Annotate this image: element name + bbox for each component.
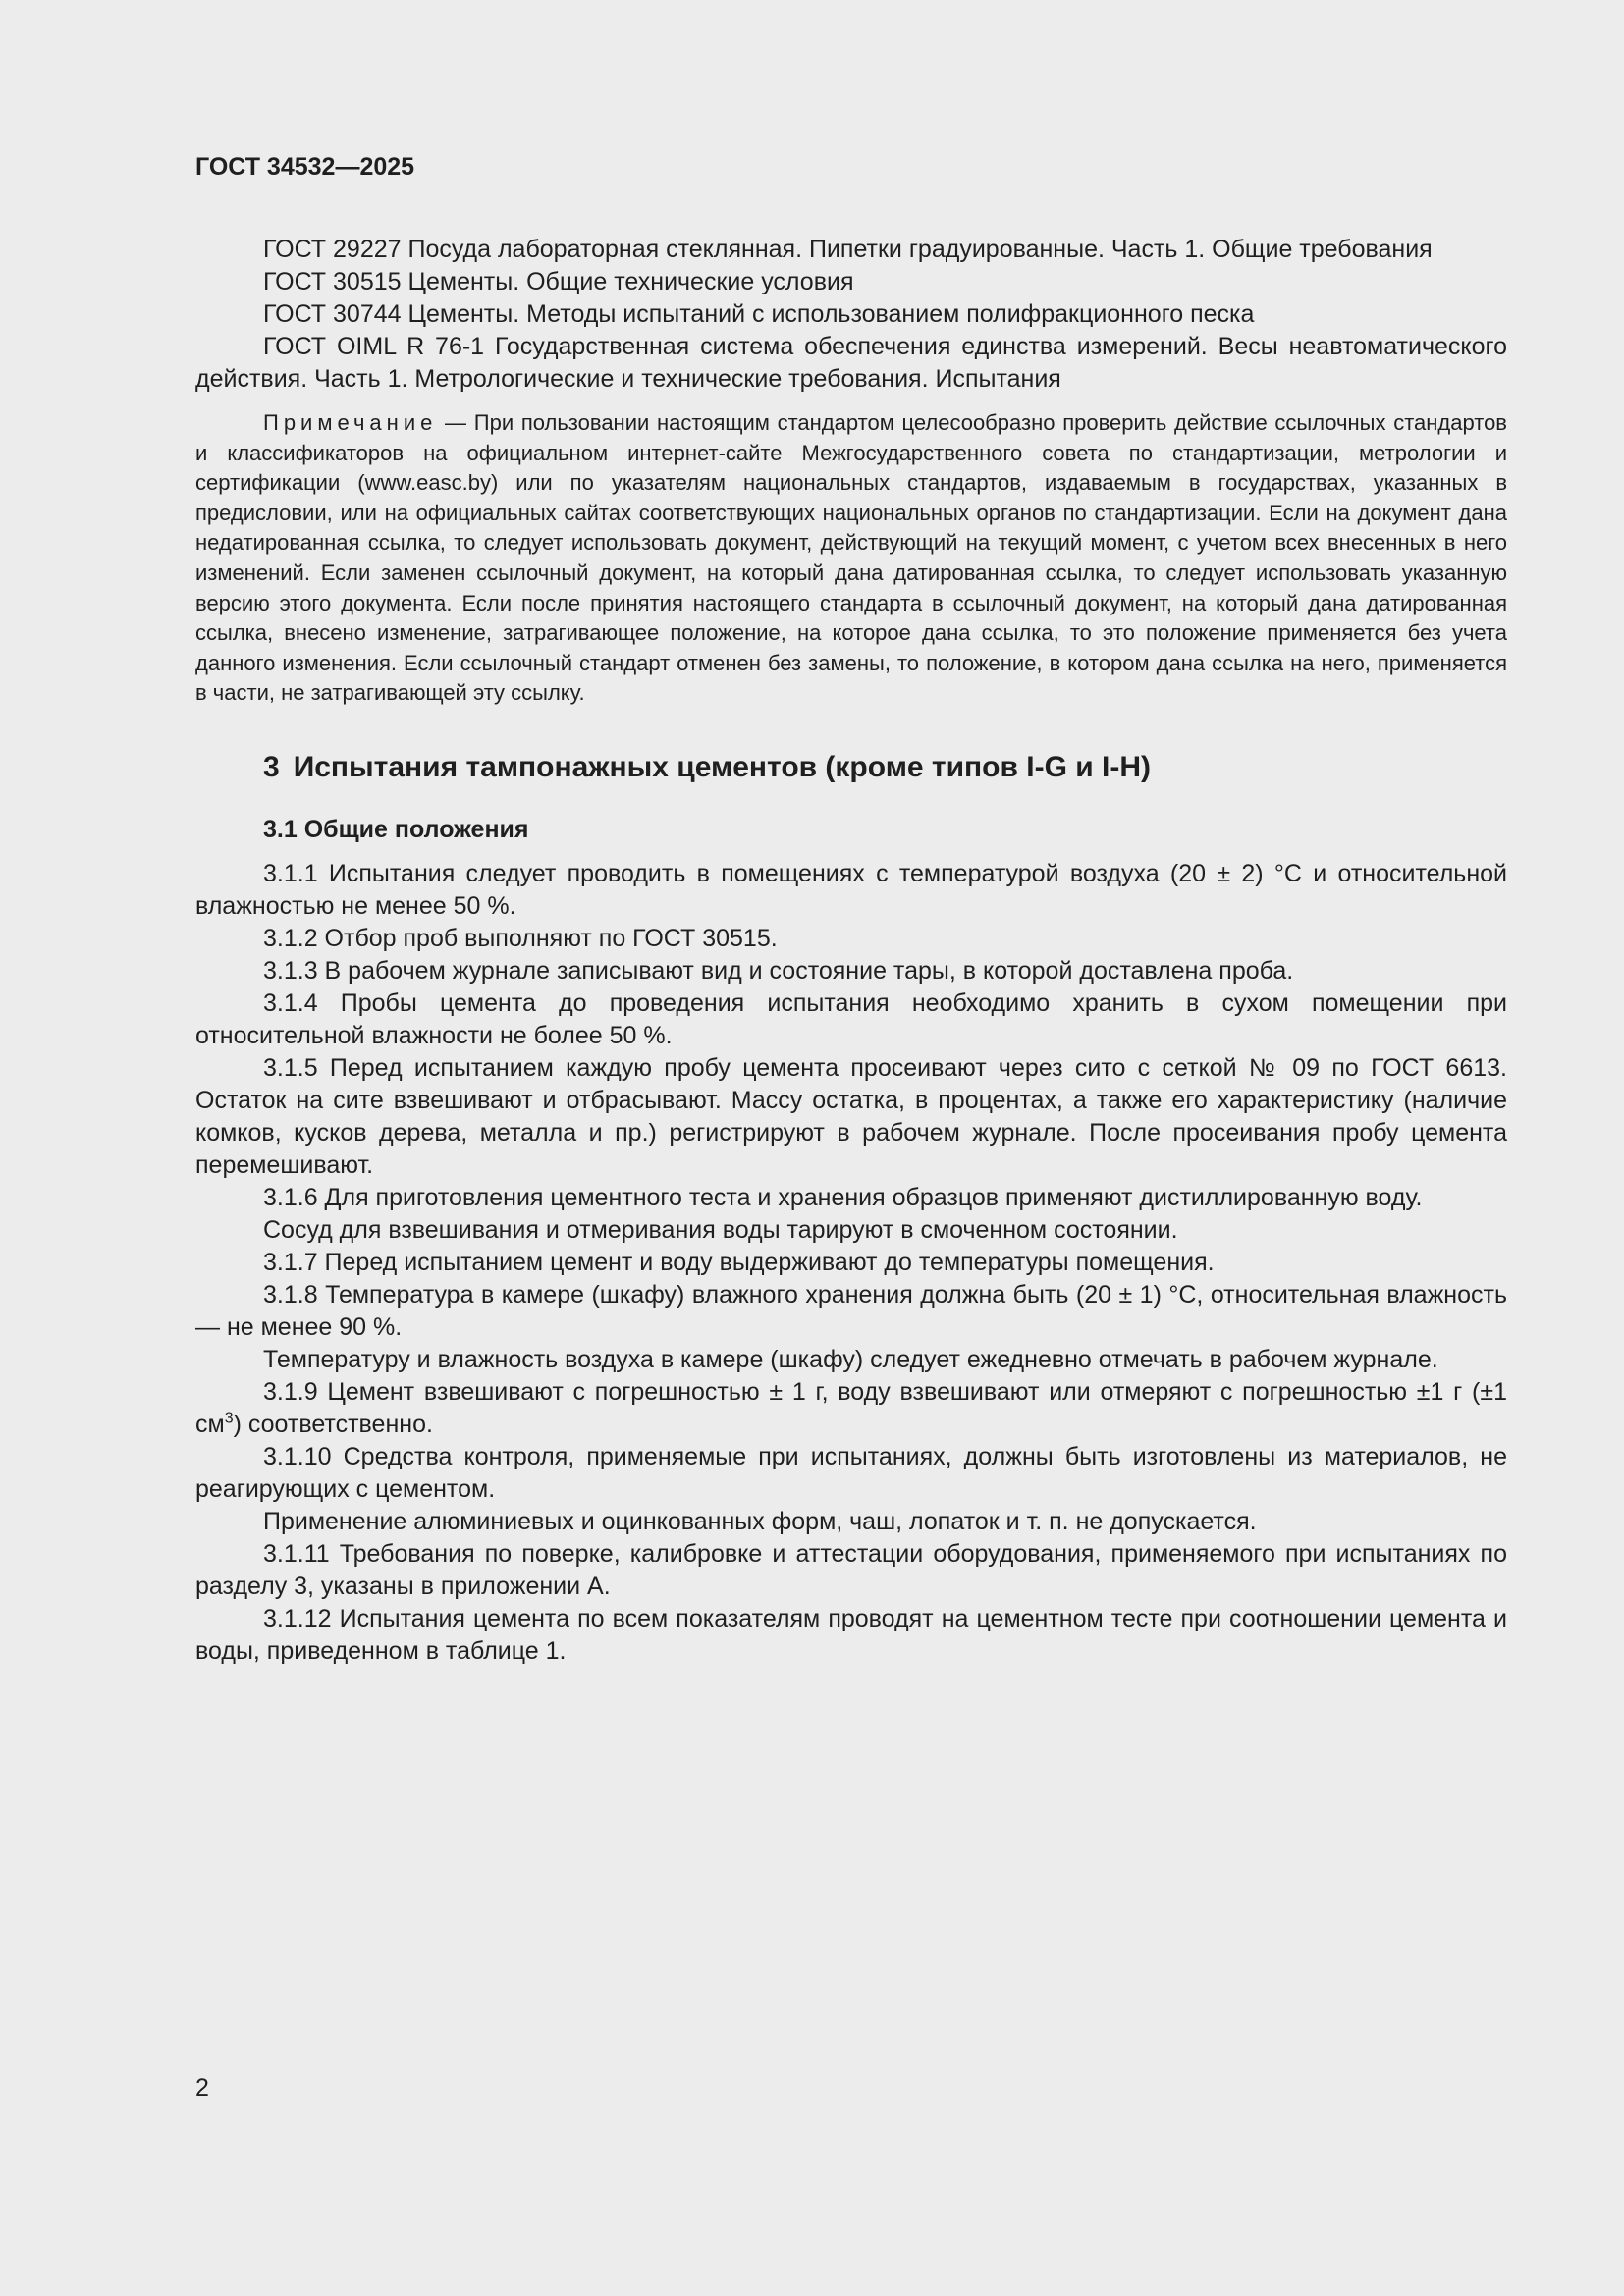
section-title: Испытания тампонажных цементов (кроме типов I-G и I-H) [293,750,1152,783]
note-label: Примечание [263,410,438,435]
references-note [195,408,1507,709]
reference-item: ГОСТ 30515 Цементы. Общие технические условия [263,268,854,295]
clause-paragraph: Температуру и влажность воздуха в камере (шкафу) следует ежедневно отмечать в рабочем журнале. [263,1345,1438,1373]
clause-paragraph: 3.1.5 Перед испытанием каждую пробу цемента просеивают через сито с сеткой № 09 по ГОСТ 6613. Остаток на сите взвешивают и отбрасывают. Массу остатка, в процентах, а также его характеристику (наличие комков, кусков дерева, металла и пр.) регистрируют в рабочем журнале. После просеивания пробу цемента перемешивают. [195,1053,1507,1179]
reference-item: ГОСТ 29227 Посуда лабораторная стеклянная. Пипетки градуированные. Часть 1. Общие требования [263,236,1433,263]
clause-paragraph: 3.1.6 Для приготовления цементного теста и хранения образцов применяют дистиллированную воду. [263,1183,1423,1211]
section-number: 3 [263,750,280,783]
clause-paragraph: Применение алюминиевых и оцинкованных форм, чаш, лопаток и т. п. не допускается. [263,1507,1257,1535]
subsection-heading: 3.1 Общие положения [263,815,529,843]
clause-paragraph: Сосуд для взвешивания и отмеривания воды тарируют в смоченном состоянии. [263,1215,1178,1244]
clause-paragraph [195,1376,1507,1441]
reference-item: ГОСТ 30744 Цементы. Методы испытаний с использованием полифракционного песка [263,300,1255,328]
clause-paragraph: 3.1.1 Испытания следует проводить в помещениях с температурой воздуха (20 ± 2) °С и относительной влажностью не менее 50 %. [195,859,1507,920]
superscript-exponent: 3 [224,1410,234,1427]
clause-text: ) соответственно. [233,1410,433,1438]
clause-paragraph: 3.1.7 Перед испытанием цемент и воду выдерживают до температуры помещения. [263,1248,1215,1276]
section-body [195,858,1507,1668]
clause-paragraph: 3.1.2 Отбор проб выполняют по ГОСТ 30515. [263,924,778,952]
page-number: 2 [195,2074,209,2102]
clause-paragraph: 3.1.10 Средства контроля, применяемые при испытаниях, должны быть изготовлены из материалов, не реагирующих с цементом. [195,1442,1507,1503]
normative-references-list [195,234,1507,396]
note-text: — При пользовании настоящим стандартом целесообразно проверить действие ссылочных стандартов и классификаторов на официальном интернет-сайте Межгосударственного совета по стандартизации, метрологии и сертификации (www.easc.by) или по указателям национальных стандартов, издаваемым в государствах, указанных в предисловии, или на официальных сайтах соответствующих национальных органов по стандартизации. Если на документ дана недатированная ссылка, то следует использовать документ, действующий на текущий момент, с учетом всех внесенных в него изменений. Если заменен ссылочный документ, на который дана датированная ссылка, то следует использовать указанную версию этого документа. Если после принятия настоящего стандарта в ссылочный документ, на который дана датированная ссылка, внесено изменение, затрагивающее положение, на которое дана ссылка, то это положение применяется без учета данного изменения. Если ссылочный стандарт отменен без замены, то положение, в котором дана ссылка на него, применяется в части, не затрагивающей эту ссылку. [195,410,1507,706]
section-heading [195,748,1507,787]
clause-paragraph: 3.1.3 В рабочем журнале записывают вид и состояние тары, в которой доставлена проба. [263,956,1294,985]
reference-item: ГОСТ OIML R 76-1 Государственная система обеспечения единства измерений. Весы неавтоматического действия. Часть 1. Метрологические и технические требования. Испытания [195,333,1507,393]
clause-paragraph: 3.1.8 Температура в камере (шкафу) влажного хранения должна быть (20 ± 1) °С, относительная влажность — не менее 90 %. [195,1280,1507,1341]
clause-paragraph: 3.1.12 Испытания цемента по всем показателям проводят на цементном тесте при соотношении цемента и воды, приведенном в таблице 1. [195,1604,1507,1665]
clause-text: 3.1.9 Цемент взвешивают с погрешностью ± 1 г, воду взвешивают или отмеряют с погрешностью ±1 г (±1 см [195,1377,1507,1438]
document-code-header: ГОСТ 34532—2025 [195,153,415,181]
clause-paragraph: 3.1.4 Пробы цемента до проведения испытания необходимо хранить в сухом помещении при относительной влажности не более 50 %. [195,988,1507,1049]
document-page [195,149,1507,1668]
clause-paragraph: 3.1.11 Требования по поверке, калибровке и аттестации оборудования, применяемого при испытаниях по разделу 3, указаны в приложении А. [195,1539,1507,1600]
